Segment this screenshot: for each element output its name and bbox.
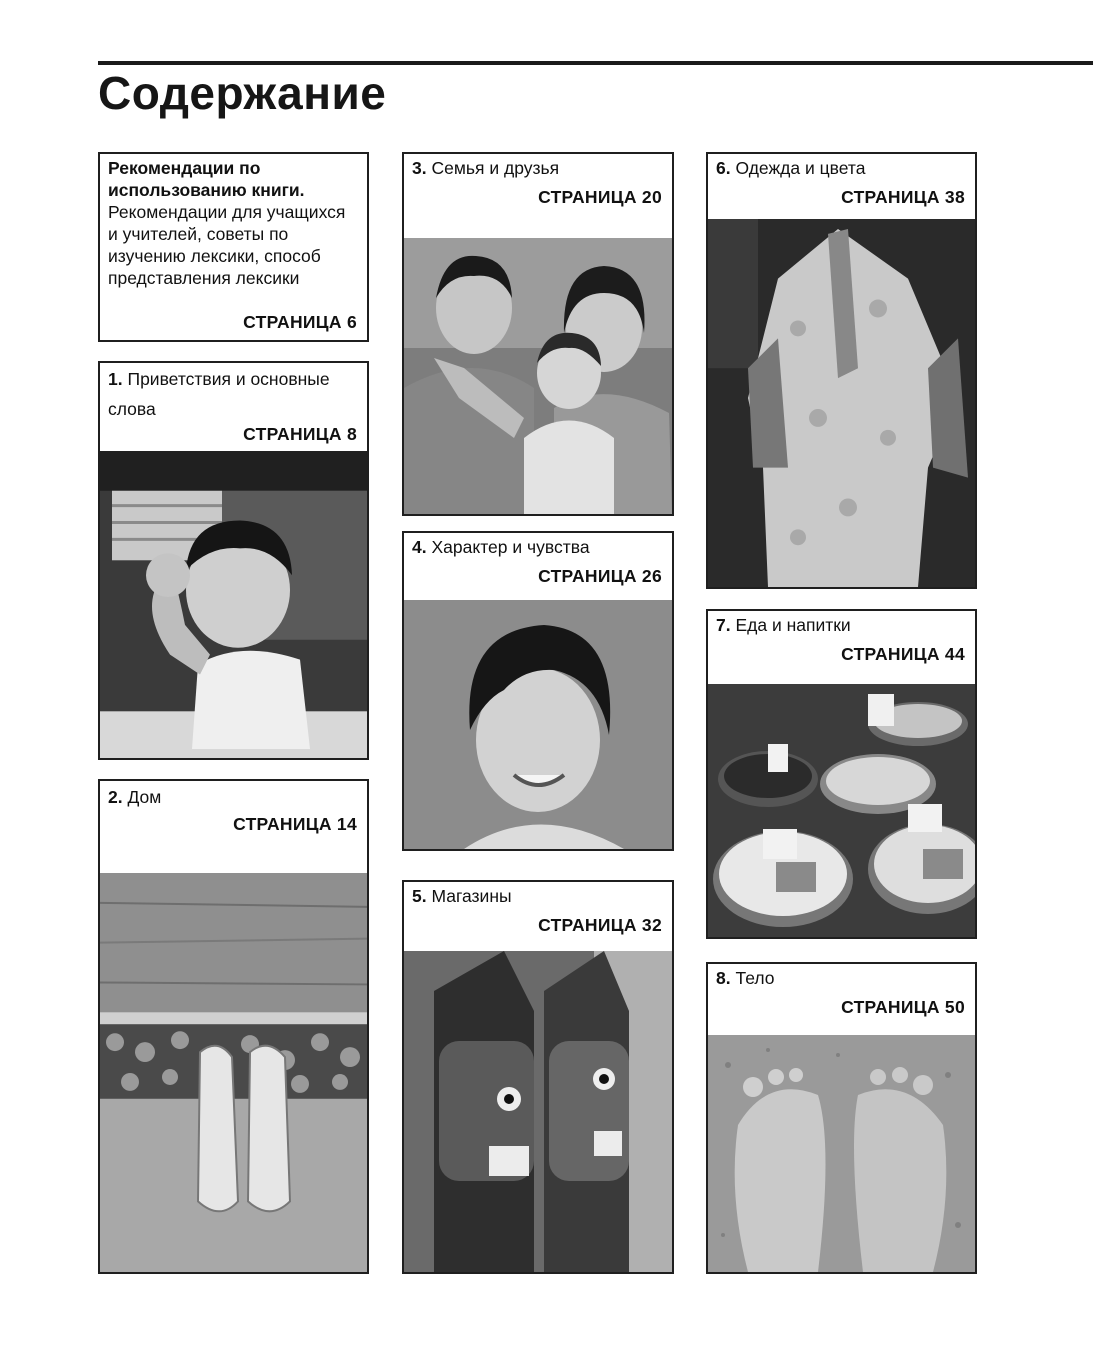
chapter-card-1[interactable] (98, 361, 369, 760)
chapter-heading (708, 611, 975, 636)
child-waving-photo (100, 451, 367, 758)
chapter-page-ref: СТРАНИЦА 50 (841, 997, 965, 1017)
grain-market-photo (708, 684, 975, 937)
chapter-card-2[interactable] (98, 779, 369, 1274)
intro-page-ref: СТРАНИЦА 6 (243, 312, 357, 332)
page-title: Содержание (98, 67, 387, 119)
chapter-number: 8. (716, 968, 731, 988)
chapter-heading (100, 781, 367, 812)
chapter-page-ref: СТРАНИЦА 20 (538, 187, 662, 207)
chapter-heading (708, 154, 975, 179)
chapter-page-ref: СТРАНИЦА 38 (841, 187, 965, 207)
chapter-page-ref: СТРАНИЦА 44 (841, 644, 965, 664)
young-man-photo (404, 600, 672, 849)
chapter-title: Тело (735, 968, 775, 988)
chapter-page-ref: СТРАНИЦА 14 (233, 814, 357, 834)
intro-description: Рекомендации для учащихся и учителей, советы по изучению лексики, способ представления лексики (108, 202, 346, 288)
chapter-heading (404, 882, 672, 907)
chapter-heading (404, 533, 672, 558)
chapter-number: 3. (412, 158, 427, 178)
chapter-title: Семья и друзья (431, 158, 560, 178)
chapter-card-6[interactable] (706, 152, 977, 589)
top-rule (98, 61, 1093, 65)
chapter-title: Приветствия и основные слова (108, 369, 330, 419)
chapter-card-8[interactable] (706, 962, 977, 1274)
chapter-title: Еда и напитки (735, 615, 851, 635)
chapter-number: 7. (716, 615, 731, 635)
intro-text-block (100, 154, 367, 289)
chapter-card-7[interactable] (706, 609, 977, 939)
chapter-card-4[interactable] (402, 531, 674, 851)
chapter-title: Характер и чувства (431, 537, 590, 557)
chapter-heading (708, 964, 975, 989)
intro-title: Рекомендации по использованию книги. (108, 158, 305, 200)
chapter-card-3[interactable] (402, 152, 674, 516)
chapter-title: Одежда и цвета (735, 158, 866, 178)
chapter-page-ref: СТРАНИЦА 32 (538, 915, 662, 935)
chapter-number: 6. (716, 158, 731, 178)
hanbok-photo (708, 219, 975, 587)
chapter-number: 4. (412, 537, 427, 557)
shoes-photo (100, 873, 367, 1272)
chapter-number: 5. (412, 886, 427, 906)
chapter-heading (404, 154, 672, 179)
totem-statues-photo (404, 951, 672, 1272)
family-photo (404, 238, 672, 514)
chapter-number: 2. (108, 787, 123, 807)
intro-card[interactable] (98, 152, 369, 342)
feet-in-sand-photo (708, 1035, 975, 1272)
chapter-page-ref: СТРАНИЦА 8 (243, 424, 357, 444)
chapter-title: Магазины (431, 886, 512, 906)
chapter-number: 1. (108, 369, 123, 389)
chapter-card-5[interactable] (402, 880, 674, 1274)
chapter-page-ref: СТРАНИЦА 26 (538, 566, 662, 586)
chapter-title: Дом (127, 787, 162, 807)
chapter-heading (100, 363, 367, 424)
